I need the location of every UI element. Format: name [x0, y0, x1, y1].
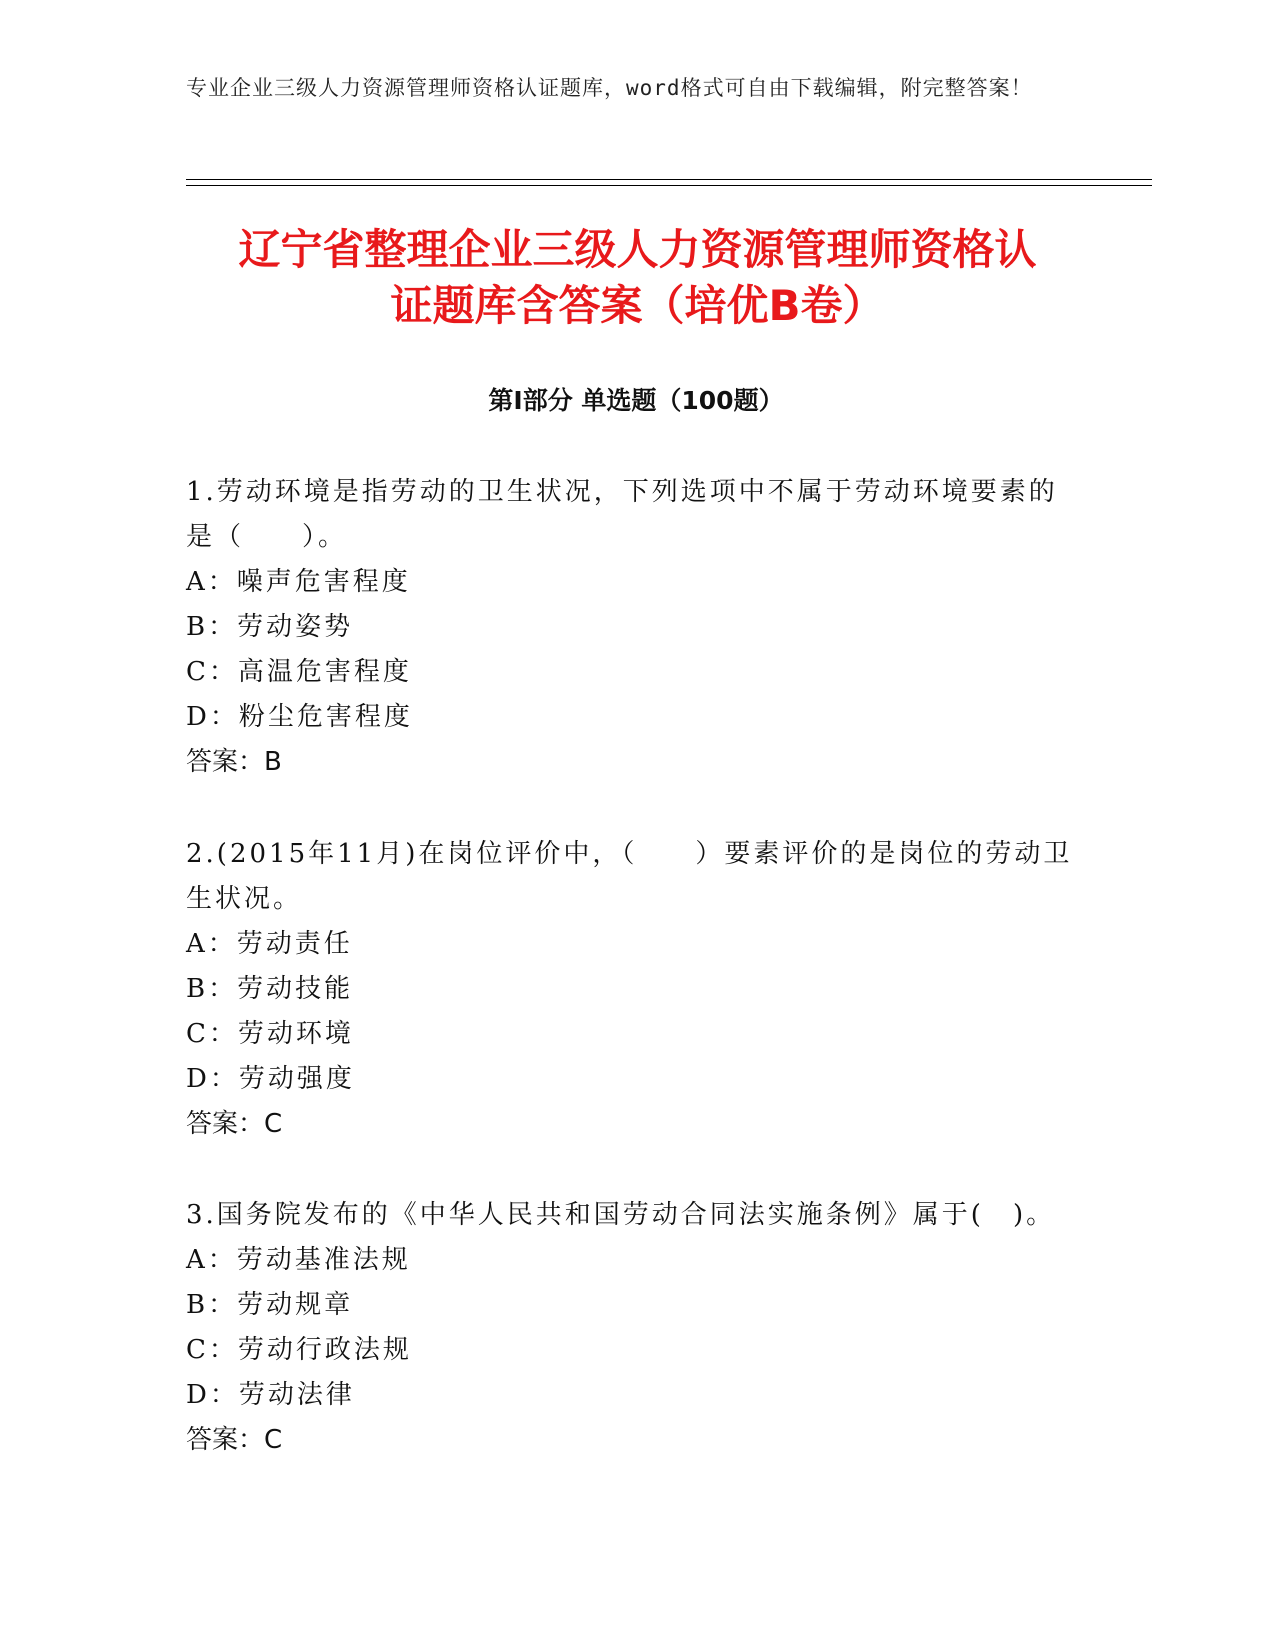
header-note: 专业企业三级人力资源管理师资格认证题库，word格式可自由下载编辑，附完整答案！ [186, 76, 1033, 100]
question-3 [186, 1193, 1086, 1463]
option-label: D： [186, 702, 239, 732]
option-text: 劳动姿势 [237, 612, 354, 642]
section-heading: 第I部分 单选题（100题） [488, 386, 784, 415]
option-text: 劳动行政法规 [237, 1335, 412, 1365]
option-text: 噪声危害程度 [236, 567, 411, 597]
option-label: A： [186, 929, 237, 959]
header-rule-bottom [186, 185, 1152, 186]
question-stem: 1.劳动环境是指劳动的卫生状况，下列选项中不属于劳动环境要素的是（ ）。 [186, 477, 1058, 552]
question-option-d [186, 1373, 1086, 1418]
document-title-line-2: 证题库含答案（培优B卷） [390, 281, 885, 330]
option-label: B： [186, 1290, 238, 1320]
option-text: 高温危害程度 [237, 657, 412, 687]
option-text: 劳动技能 [237, 974, 354, 1004]
question-option-b [186, 967, 1086, 1012]
option-text: 劳动环境 [237, 1019, 354, 1049]
question-option-b [186, 605, 1086, 650]
option-text: 劳动法律 [238, 1380, 355, 1410]
option-label: B： [186, 612, 238, 642]
question-option-c [186, 650, 1086, 695]
option-text: 劳动基准法规 [236, 1245, 411, 1275]
option-label: C： [186, 1019, 238, 1049]
option-label: A： [186, 567, 237, 597]
question-option-c [186, 1012, 1086, 1057]
document-title-line-1: 辽宁省整理企业三级人力资源管理师资格认 [238, 225, 1037, 274]
option-label: B： [186, 974, 238, 1004]
option-label: C： [186, 1335, 238, 1365]
question-1 [186, 470, 1086, 785]
question-option-a [186, 560, 1086, 605]
question-answer: 答案：B [186, 747, 282, 777]
question-option-d [186, 1057, 1086, 1102]
question-option-d [186, 695, 1086, 740]
document-title [150, 222, 1125, 334]
question-stem: 3.国务院发布的《中华人民共和国劳动合同法实施条例》属于( )。 [186, 1200, 1056, 1230]
option-label: A： [186, 1245, 237, 1275]
header-rule-top [186, 179, 1152, 180]
option-text: 劳动规章 [237, 1290, 354, 1320]
question-option-b [186, 1283, 1086, 1328]
option-label: D： [186, 1380, 239, 1410]
question-answer: 答案：C [186, 1425, 283, 1455]
question-2 [186, 832, 1086, 1147]
option-label: C： [186, 657, 238, 687]
question-answer: 答案：C [186, 1109, 283, 1139]
question-option-a [186, 922, 1086, 967]
option-text: 劳动强度 [238, 1064, 355, 1094]
question-option-a [186, 1238, 1086, 1283]
option-text: 粉尘危害程度 [238, 702, 413, 732]
option-text: 劳动责任 [236, 929, 353, 959]
option-label: D： [186, 1064, 239, 1094]
question-stem: 2.(2015年11月)在岗位评价中，（ ）要素评价的是岗位的劳动卫生状况。 [186, 839, 1073, 914]
question-option-c [186, 1328, 1086, 1373]
